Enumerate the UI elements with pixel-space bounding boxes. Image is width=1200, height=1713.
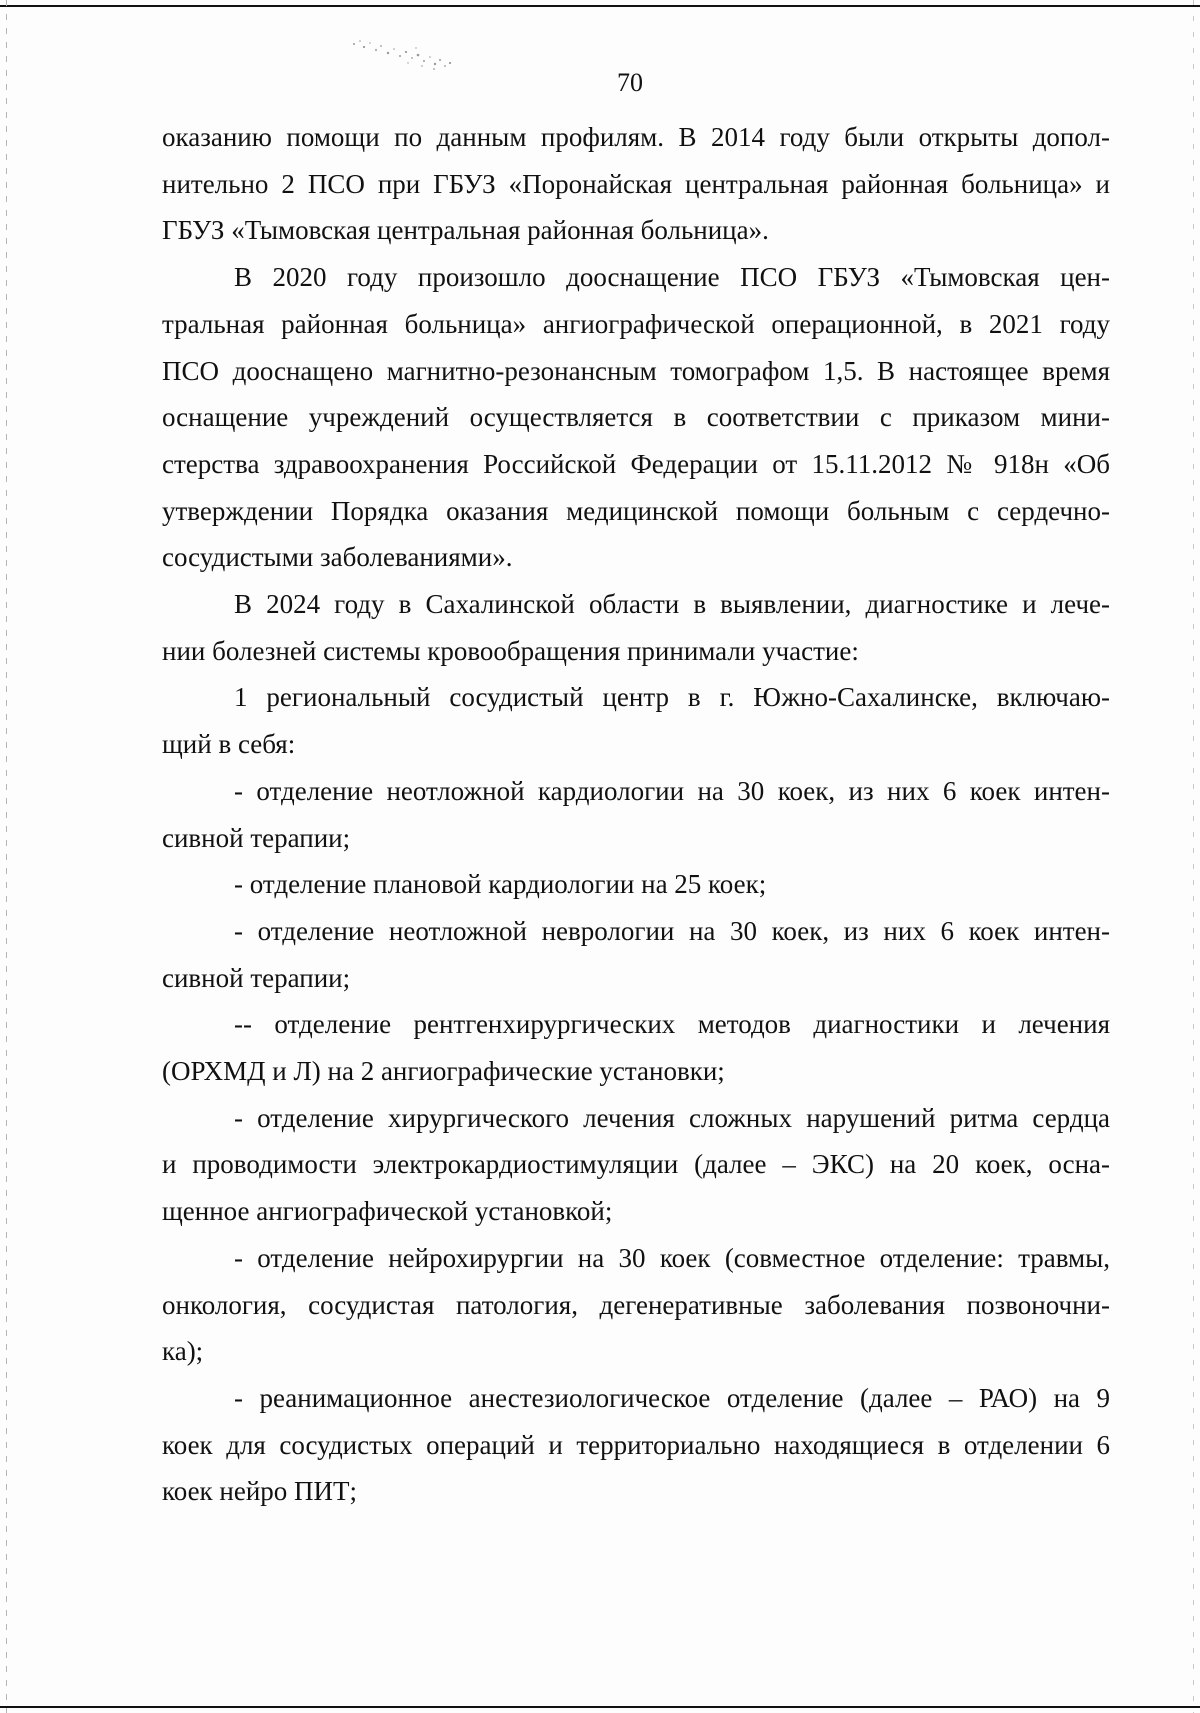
text-line: -- отделение рентгенхирургических методов диагностики и лечения	[234, 1009, 1110, 1040]
text-line: утверждении Порядка оказания медицинской помощи больным с сердечно-	[162, 495, 1110, 526]
text-line: коек нейро ПИТ;	[162, 1476, 358, 1507]
text-line: В 2020 году произошло дооснащение ПСО ГБУЗ «Тымовская цен-	[234, 262, 1110, 293]
text-line: тральная районная больница» ангиографической операционной, в 2021 году	[162, 308, 1110, 339]
text-line: онкология, сосудистая патология, дегенеративные заболевания позвоночни-	[162, 1289, 1110, 1320]
text-line: - отделение плановой кардиологии на 25 коек;	[234, 869, 767, 900]
text-line: ка);	[162, 1336, 204, 1367]
right-scan-edge	[1193, 0, 1194, 1713]
text-line: - отделение нейрохирургии на 30 коек (совместное отделение: травмы,	[234, 1242, 1110, 1273]
paragraph	[162, 908, 1110, 1001]
text-line: щий в себя:	[162, 729, 296, 760]
paragraph	[162, 1001, 1110, 1094]
paragraph	[162, 768, 1110, 861]
document-body	[162, 114, 1110, 1515]
text-line: ГБУЗ «Тымовская центральная районная больница».	[162, 215, 769, 246]
text-line: В 2024 году в Сахалинской области в выявлении, диагностике и лече-	[234, 589, 1110, 620]
text-line: нительно 2 ПСО при ГБУЗ «Поронайская центральная районная больница» и	[162, 168, 1110, 199]
paragraph	[162, 581, 1110, 674]
paragraph	[162, 254, 1110, 581]
text-line: нии болезней системы кровообращения принимали участие:	[162, 635, 859, 666]
paragraph	[162, 1095, 1110, 1235]
text-line: стерства здравоохранения Российской Федерации от 15.11.2012 № 918н «Об	[162, 448, 1110, 479]
top-border-line	[0, 5, 1200, 7]
text-line: и проводимости электрокардиостимуляции (далее – ЭКС) на 20 коек, осна-	[162, 1149, 1110, 1180]
text-line: - отделение хирургического лечения сложных нарушений ритма сердца	[234, 1102, 1110, 1133]
text-line: сосудистыми заболеваниями».	[162, 542, 513, 573]
text-line: - отделение неотложной неврологии на 30 коек, из них 6 коек интен-	[234, 915, 1110, 946]
text-line: оказанию помощи по данным профилям. В 2014 году были открыты допол-	[162, 122, 1110, 152]
paragraph	[162, 1375, 1110, 1515]
text-line: коек для сосудистых операций и территориально находящиеся в отделении 6	[162, 1429, 1110, 1460]
text-line: 1 региональный сосудистый центр в г. Южно-Сахалинске, включаю-	[234, 682, 1110, 713]
scan-smudge-mark	[350, 38, 470, 78]
left-scan-edge	[6, 0, 7, 1713]
bottom-border-line	[0, 1706, 1200, 1708]
text-line: - реанимационное анестезиологическое отделение (далее – РАО) на 9	[234, 1382, 1110, 1413]
page-number: 70	[617, 68, 643, 97]
paragraph	[162, 114, 1110, 254]
text-line: оснащение учреждений осуществляется в соответствии с приказом мини-	[162, 402, 1110, 433]
text-line: (ОРХМД и Л) на 2 ангиографические установки;	[162, 1056, 725, 1087]
text-line: щенное ангиографической установкой;	[162, 1196, 613, 1227]
text-line: - отделение неотложной кардиологии на 30 коек, из них 6 коек интен-	[234, 775, 1110, 806]
text-line: ПСО дооснащено магнитно-резонансным томографом 1,5. В настоящее время	[162, 355, 1110, 386]
paragraph	[162, 674, 1110, 767]
text-line: сивной терапии;	[162, 822, 351, 853]
paragraph	[162, 861, 1110, 908]
paragraph	[162, 1235, 1110, 1375]
text-line: сивной терапии;	[162, 962, 351, 993]
